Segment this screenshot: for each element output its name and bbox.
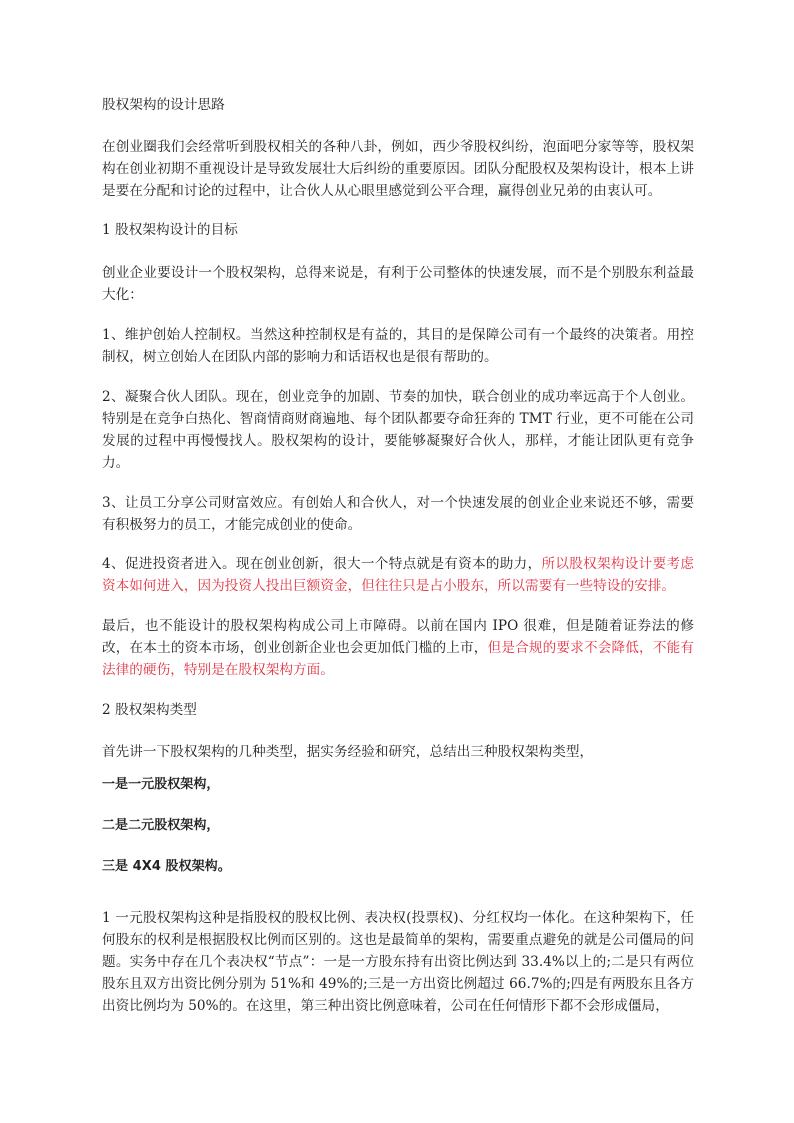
document-title: 股权架构的设计思路 bbox=[102, 97, 225, 113]
type-item-2: 二是二元股权架构， bbox=[102, 818, 220, 833]
type-item-3: 三是 4X4 股权架构。 bbox=[102, 859, 231, 874]
closing-highlight: 但是合规的要求不会降低，不能有法律的硬伤，特别是在股权架构方面。 bbox=[102, 640, 695, 678]
goal-item-4-highlight: 所以股权架构设计要考虑资本如何进入，因为投资人投出巨额资金，但往往只是占小股东，所以需要有一些特设的安排。 bbox=[102, 556, 694, 594]
section1-heading: 1 股权架构设计的目标 bbox=[102, 222, 238, 238]
section2-heading: 2 股权架构类型 bbox=[102, 702, 197, 718]
intro-paragraph: 在创业圈我们会经常听到股权相关的各种八卦，例如，西少爷股权纠纷，泡面吧分家等等，股权架构在创业初期不重视设计是导致发展壮大后纠纷的重要原因。团队分配股权及架构设计，根本上讲是要在分配和讨论的过程中，让合伙人从心眼里感觉到公平合理，赢得创业兄弟的由衷认可。 bbox=[102, 139, 694, 199]
goal-item-4 bbox=[102, 553, 694, 597]
unitary-structure-paragraph: 1 一元股权架构这种是指股权的股权比例、表决权(投票权)、分红权均一体化。在这种架构下，任何股东的权利是根据股权比例而区别的。这也是最简单的架构，需要重点避免的就是公司僵局的问题。实务中存在几个表决权“节点”：一是一方股东持有出资比例达到 33.4%以上的;二是只有两位股东且双方出资比例分别为 51%和 49%的;三是一方出资比例超过 66.7%的;四是有两股东且各方出资比例均为 50%的。在这里，第三种出资比例意味着，公司在任何情形下都不会形成僵局， bbox=[102, 910, 694, 1014]
closing-paragraph bbox=[102, 615, 694, 681]
section2-lead: 首先讲一下股权架构的几种类型，据实务经验和研究，总结出三种股权架构类型， bbox=[102, 744, 594, 760]
type-item-1: 一是一元股权架构， bbox=[102, 777, 220, 792]
closing-text: 最后，也不能设计的股权架构构成公司上市障碍。以前在国内 IPO 很难，但是随着证券法的修改，在本土的资本市场，创业创新企业也会更加低门槛的上市， bbox=[102, 618, 694, 656]
section1-lead: 创业企业要设计一个股权架构，总得来说是，有利于公司整体的快速发展，而不是个别股东利益最大化： bbox=[102, 265, 694, 303]
goal-item-1: 1、维护创始人控制权。当然这种控制权是有益的，其目的是保障公司有一个最终的决策者。用控制权，树立创始人在团队内部的影响力和话语权也是很有帮助的。 bbox=[102, 327, 694, 365]
goal-item-2: 2、凝聚合伙人团队。现在，创业竞争的加剧、节奏的加快，联合创业的成功率远高于个人创业。特别是在竞争白热化、智商情商财商遍地、每个团队都要夺命狂奔的 TMT 行业，更不可能在公司发展的过程中再慢慢找人。股权架构的设计，要能够凝聚好合伙人，那样，才能让团队更有竞争力。 bbox=[102, 389, 694, 471]
goal-item-4-text: 4、促进投资者进入。现在创业创新，很大一个特点就是有资本的助力， bbox=[102, 556, 542, 572]
goal-item-3: 3、让员工分享公司财富效应。有创始人和合伙人，对一个快速发展的创业企业来说还不够，需要有积极努力的员工，才能完成创业的使命。 bbox=[102, 495, 694, 533]
